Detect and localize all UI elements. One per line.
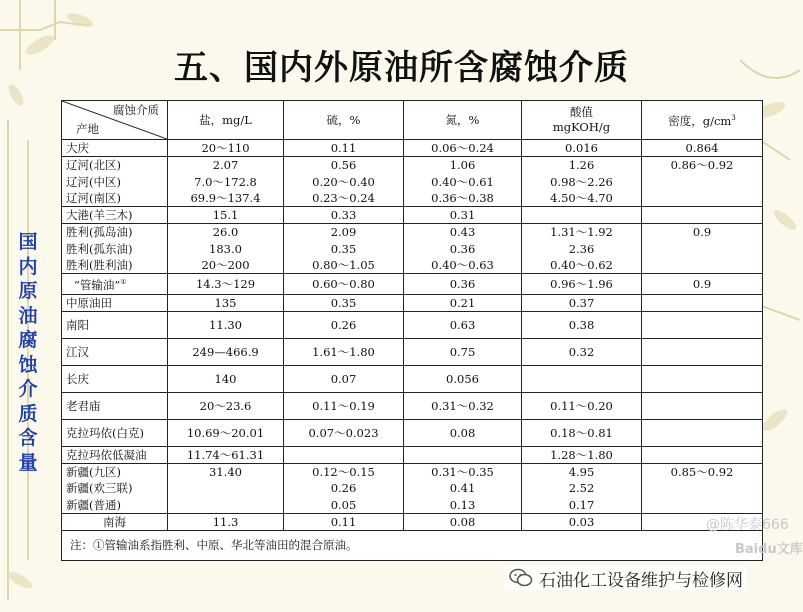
acid-cell: 0.38 [522, 311, 642, 338]
oil-origin-cell: 长庆 [62, 365, 168, 392]
table-row [62, 157, 763, 207]
acid-cell: 0.11～0.20 [522, 392, 642, 419]
oil-origin-cell: 江汉 [62, 338, 168, 365]
header-origin: 产地 [76, 122, 99, 136]
nitrogen-cell: 0.43 0.36 0.40～0.63 [404, 224, 522, 274]
table-row [62, 513, 763, 530]
nitrogen-cell: 0.75 [404, 338, 522, 365]
table-note: 注：①管输油系指胜利、中原、华北等油田的混合原油。 [62, 531, 763, 560]
salt-cell: 140 [168, 365, 284, 392]
acid-cell: 0.18～0.81 [522, 419, 642, 446]
sulfur-cell [284, 446, 404, 463]
density-cell: 0.85～0.92 [642, 464, 763, 514]
oil-origin-cell: 大港(羊三木) [62, 207, 168, 224]
acid-cell: 0.37 [522, 294, 642, 311]
acid-cell: 0.96～1.96 [522, 274, 642, 294]
author-watermark: @陈华泰666 [706, 517, 789, 533]
sulfur-cell: 2.09 0.35 0.80～1.05 [284, 224, 404, 274]
acid-cell [522, 207, 642, 224]
oil-origin-cell: 中原油田 [62, 294, 168, 311]
density-cell [642, 419, 763, 446]
acid-cell: 0.03 [522, 513, 642, 530]
oil-origin-cell: 新疆(九区) 新疆(欢三联) 新疆(普通) [62, 464, 168, 514]
sulfur-cell: 0.07～0.023 [284, 419, 404, 446]
salt-cell: 20～23.6 [168, 392, 284, 419]
header-acid-value: 酸值 mgKOH/g [522, 101, 642, 140]
density-cell: 0.9 [642, 224, 763, 274]
table-header-row [62, 101, 763, 140]
oil-origin-cell: 老君庙 [62, 392, 168, 419]
oil-origin-cell: 克拉玛依低凝油 [62, 446, 168, 463]
table-row [62, 392, 763, 419]
side-label: 国内原油腐蚀介质含量 [18, 231, 38, 474]
density-cell [642, 207, 763, 224]
density-cell: 0.864 [642, 140, 763, 157]
salt-cell: 249—466.9 [168, 338, 284, 365]
salt-cell: 10.69～20.01 [168, 419, 284, 446]
table-row [62, 207, 763, 224]
nitrogen-cell: 0.21 [404, 294, 522, 311]
table-row [62, 365, 763, 392]
sulfur-cell: 0.11～0.19 [284, 392, 404, 419]
sulfur-cell: 0.12～0.15 0.26 0.05 [284, 464, 404, 514]
sulfur-cell: 0.11 [284, 140, 404, 157]
oil-origin-cell: 胜利(孤岛油) 胜利(孤东油) 胜利(胜利油) [62, 224, 168, 274]
sulfur-cell: 0.56 0.20～0.40 0.23～0.24 [284, 157, 404, 207]
sulfur-cell: 0.11 [284, 513, 404, 530]
salt-cell: 135 [168, 294, 284, 311]
density-cell: 0.86～0.92 [642, 157, 763, 207]
nitrogen-cell: 0.31～0.32 [404, 392, 522, 419]
salt-cell: 2.07 7.0～172.8 69.9～137.4 [168, 157, 284, 207]
wechat-account-name: 石油化工设备维护与检修网 [539, 570, 743, 591]
wechat-account-badge [505, 566, 747, 590]
density-cell [642, 365, 763, 392]
density-cell [642, 294, 763, 311]
nitrogen-cell: 0.36 [404, 274, 522, 294]
header-corner-cell [62, 101, 168, 140]
table-row [62, 224, 763, 274]
oil-origin-cell: 克拉玛依(白克) [62, 419, 168, 446]
nitrogen-cell: 0.31～0.35 0.41 0.13 [404, 464, 522, 514]
density-cell [642, 311, 763, 338]
table-row [62, 446, 763, 463]
table-row [62, 338, 763, 365]
nitrogen-cell: 0.06～0.24 [404, 140, 522, 157]
sulfur-cell: 0.35 [284, 294, 404, 311]
header-corrosion-media: 腐蚀介质 [113, 103, 159, 117]
sulfur-cell: 0.60～0.80 [284, 274, 404, 294]
salt-cell: 11.3 [168, 513, 284, 530]
oil-origin-cell: 南阳 [62, 311, 168, 338]
salt-cell: 15.1 [168, 207, 284, 224]
header-sulfur: 硫，% [284, 101, 404, 140]
acid-cell: 1.31～1.92 2.36 0.40～0.62 [522, 224, 642, 274]
slide-title: 五、国内外原油所含腐蚀介质 [174, 48, 629, 88]
salt-cell: 11.30 [168, 311, 284, 338]
sulfur-cell: 0.26 [284, 311, 404, 338]
baidu-watermark: Baidu文库 [735, 542, 803, 557]
note-row [62, 531, 763, 560]
nitrogen-cell: 0.63 [404, 311, 522, 338]
sulfur-cell: 0.07 [284, 365, 404, 392]
acid-cell [522, 365, 642, 392]
oil-origin-cell: “管输油”① [62, 274, 168, 294]
density-cell [642, 446, 763, 463]
density-cell [642, 338, 763, 365]
acid-cell: 4.95 2.52 0.17 [522, 464, 642, 514]
oil-origin-cell: 辽河(北区) 辽河(中区) 辽河(南区) [62, 157, 168, 207]
salt-cell: 31.40 [168, 464, 284, 514]
table-row [62, 464, 763, 514]
header-nitrogen: 氮，% [404, 101, 522, 140]
nitrogen-cell: 0.08 [404, 419, 522, 446]
corrosion-media-table [61, 100, 763, 561]
salt-cell: 11.74～61.31 [168, 446, 284, 463]
nitrogen-cell: 0.08 [404, 513, 522, 530]
sulfur-cell: 0.33 [284, 207, 404, 224]
sulfur-cell: 1.61～1.80 [284, 338, 404, 365]
nitrogen-cell: 1.06 0.40～0.61 0.36～0.38 [404, 157, 522, 207]
density-cell [642, 392, 763, 419]
table-row [62, 419, 763, 446]
salt-cell: 14.3～129 [168, 274, 284, 294]
oil-origin-cell: 大庆 [62, 140, 168, 157]
acid-cell: 0.016 [522, 140, 642, 157]
header-salt: 盐，mg/L [168, 101, 284, 140]
header-density: 密度，$g/cm^3$ [642, 101, 763, 140]
table-row [62, 294, 763, 311]
salt-cell: 26.0 183.0 20～200 [168, 224, 284, 274]
table-row [62, 140, 763, 157]
acid-cell: 0.32 [522, 338, 642, 365]
table-row [62, 274, 763, 294]
salt-cell: 20～110 [168, 140, 284, 157]
wechat-icon [509, 568, 533, 588]
nitrogen-cell: 0.056 [404, 365, 522, 392]
acid-cell: 1.28～1.80 [522, 446, 642, 463]
nitrogen-cell: 0.31 [404, 207, 522, 224]
acid-cell: 1.26 0.98～2.26 4.50～4.70 [522, 157, 642, 207]
table-row [62, 311, 763, 338]
oil-origin-cell: 南海 [62, 513, 168, 530]
density-cell: 0.9 [642, 274, 763, 294]
nitrogen-cell [404, 446, 522, 463]
